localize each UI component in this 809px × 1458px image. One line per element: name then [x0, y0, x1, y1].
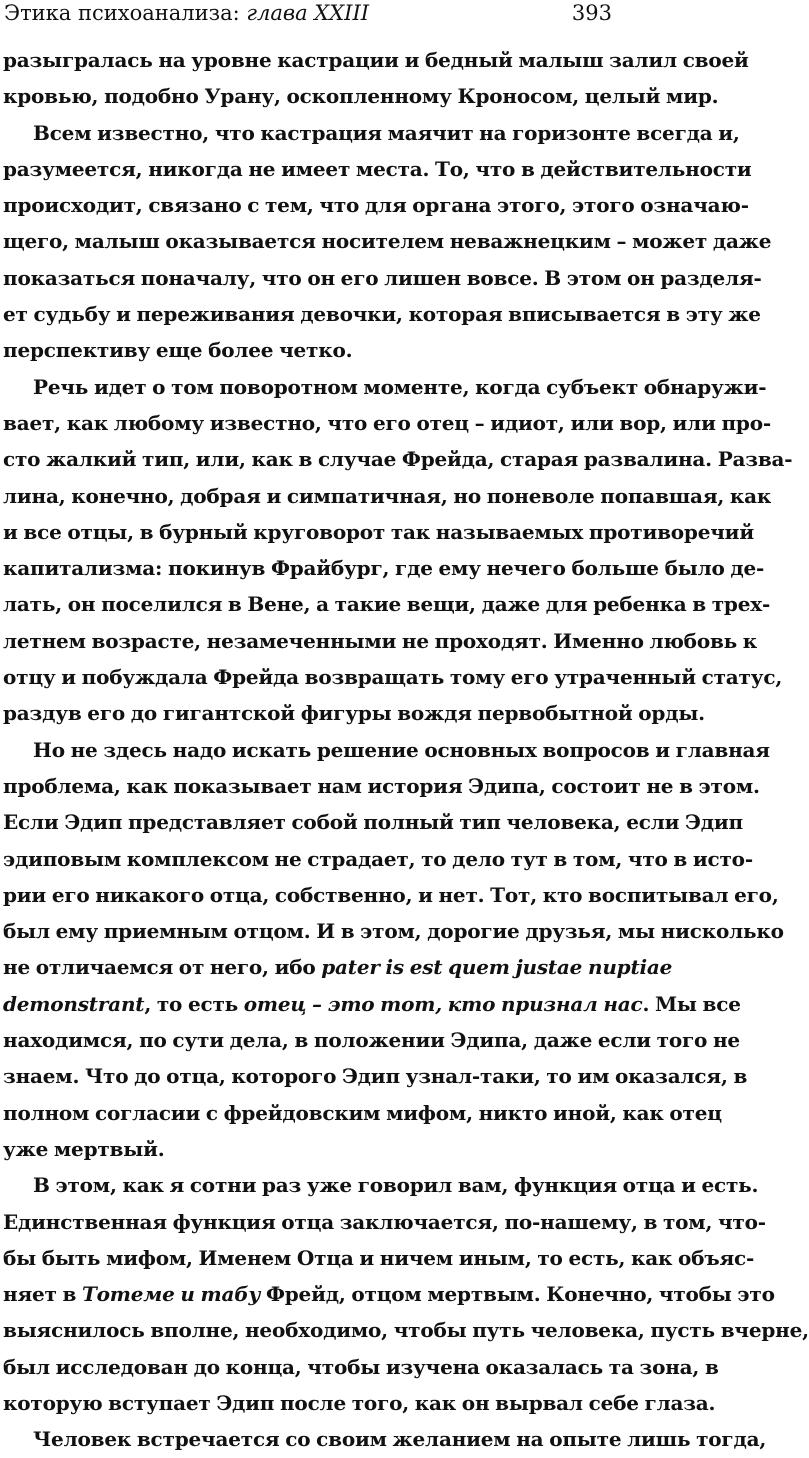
text-line: происходит, связано с тем, что для органа этого, этого означаю-	[3, 193, 749, 218]
text-run: . Мы все	[642, 991, 741, 1016]
text-line: вает, как любому известно, что его отец – идиот, или вор, или про-	[3, 410, 771, 435]
text-line: кровью, подобно Урану, оскопленному Кроносом, целый мир.	[3, 84, 719, 109]
text-line: разумеется, никогда не имеет места. То, что в действительности	[3, 156, 752, 181]
text-line: показаться поначалу, что он его лишен вовсе. В этом он разделя-	[3, 265, 762, 290]
text-line: Единственная функция отца заключается, по-нашему, в том, что-	[3, 1209, 766, 1234]
text-line: перспективу еще более четко.	[3, 338, 353, 363]
text-run: няет в	[3, 1282, 82, 1307]
text-line: раздув его до гигантской фигуры вождя первобытной орды.	[3, 701, 705, 726]
text-line: летнем возрасте, незамеченными не проходят. Именно любовь к	[3, 628, 758, 653]
text-line: полном согласии с фрейдовским мифом, никто иной, как отец	[3, 1100, 722, 1125]
text-line: сто жалкий тип, или, как в случае Фрейда, старая развалина. Разва-	[3, 447, 793, 472]
text-line: которую вступает Эдип после того, как он вырвал себе глаза.	[3, 1390, 716, 1415]
text-line	[3, 1276, 775, 1312]
text-line: Но не здесь надо искать решение основных вопросов и главная	[33, 737, 770, 762]
chapter-title	[4, 0, 369, 26]
text-run: , то есть	[144, 991, 244, 1016]
page-number: 393	[571, 1, 612, 25]
text-line	[3, 949, 673, 985]
text-line: знаем. Что до отца, которого Эдип узнал-таки, то им оказался, в	[3, 1064, 748, 1089]
running-head	[4, 0, 612, 32]
text-line: Если Эдип представляет собой полный тип человека, если Эдип	[3, 810, 743, 835]
text-line: Речь идет о том поворотном моменте, когда субъект обнаружи-	[33, 374, 767, 399]
body-text	[3, 42, 809, 1458]
chapter-title-italic: глава XXIII	[246, 1, 370, 25]
book-title: Тотеме и табу	[81, 1282, 261, 1307]
text-run: Фрейд, отцом мертвым. Конечно, чтобы это	[260, 1282, 775, 1307]
chapter-title-plain: Этика психоанализа:	[4, 1, 247, 25]
text-line	[3, 986, 741, 1022]
text-line: рии его никакого отца, собственно, и нет. Тот, кто воспитывал его,	[3, 882, 779, 907]
text-line: отцу и побуждала Фрейда возвращать тому его утраченный статус,	[3, 665, 783, 690]
text-line: Всем известно, что кастрация маячит на горизонте всегда и,	[33, 120, 740, 145]
text-line: капитализма: покинув Фрайбург, где ему нечего больше было де-	[3, 556, 765, 581]
text-line: находимся, по сути дела, в положении Эдипа, даже если того не	[3, 1028, 740, 1053]
latin-quote: demonstrant	[3, 991, 145, 1016]
text-line: проблема, как показывает нам история Эдипа, состоит не в этом.	[3, 773, 760, 798]
text-line: бы быть мифом, Именем Отца и ничем иным, то есть, как объяс-	[3, 1245, 755, 1270]
text-line: лина, конечно, добрая и симпатичная, но поневоле попавшая, как	[3, 483, 772, 508]
text-line: щего, малыш оказывается носителем неважнецким – может даже	[3, 229, 772, 254]
italic-phrase: отец – это тот, кто признал нас	[243, 991, 643, 1016]
text-line: уже мертвый.	[3, 1136, 165, 1161]
latin-quote: pater is est quem justae nuptiae	[321, 955, 673, 980]
text-line: разыгралась на уровне кастрации и бедный малыш залил своей	[3, 48, 749, 72]
text-line: и все отцы, в бурный круговорот так называемых противоречий	[3, 519, 754, 544]
text-line: выяснилось вполне, необходимо, чтобы путь человека, пусть вчерне,	[3, 1318, 809, 1343]
text-line: В этом, как я сотни раз уже говорил вам, функция отца и есть.	[33, 1173, 759, 1198]
text-line: был исследован до конца, чтобы изучена оказалась та зона, в	[3, 1354, 719, 1379]
text-line: эдиповым комплексом не страдает, то дело тут в том, что в исто-	[3, 846, 753, 871]
text-line: был ему приемным отцом. И в этом, дорогие друзья, мы нисколько	[3, 919, 784, 944]
text-line: Человек встречается со своим желанием на опыте лишь тогда,	[33, 1427, 767, 1452]
text-line: ет судьбу и переживания девочки, которая вписывается в эту же	[3, 302, 761, 327]
text-run: не отличаемся от него, ибо	[3, 955, 322, 980]
text-line: лать, он поселился в Вене, а такие вещи, даже для ребенка в трех-	[3, 592, 771, 617]
